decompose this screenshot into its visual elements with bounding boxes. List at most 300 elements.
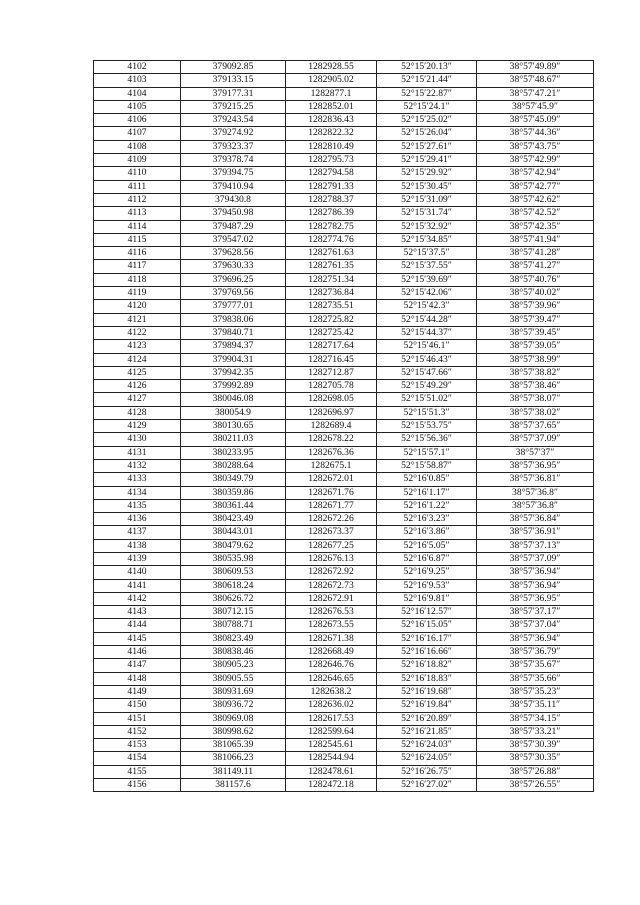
table-row — [94, 87, 594, 100]
latitude-cell: 52°15′49.29″ — [377, 380, 477, 393]
x-coordinate-cell: 379838.06 — [181, 313, 286, 326]
latitude-cell: 52°16′24.03″ — [377, 739, 477, 752]
latitude-cell: 52°16′16.17″ — [377, 632, 477, 645]
latitude-cell: 52°15′30.45″ — [377, 180, 477, 193]
point-number-cell: 4124 — [94, 353, 181, 366]
x-coordinate-cell: 379430.8 — [181, 193, 286, 206]
point-number-cell: 4103 — [94, 74, 181, 87]
longitude-cell: 38°57′39.96″ — [477, 300, 594, 313]
table-row — [94, 207, 594, 220]
y-coordinate-cell: 1282478.61 — [286, 765, 377, 778]
x-coordinate-cell: 381066.23 — [181, 752, 286, 765]
latitude-cell: 52°16′19.68″ — [377, 685, 477, 698]
longitude-cell: 38°57′33.21″ — [477, 725, 594, 738]
y-coordinate-cell: 1282671.76 — [286, 486, 377, 499]
latitude-cell: 52°16′9.25″ — [377, 566, 477, 579]
y-coordinate-cell: 1282545.61 — [286, 739, 377, 752]
x-coordinate-cell: 379243.54 — [181, 114, 286, 127]
latitude-cell: 52°16′3.86″ — [377, 526, 477, 539]
latitude-cell: 52°16′0.85″ — [377, 473, 477, 486]
longitude-cell: 38°57′30.39″ — [477, 739, 594, 752]
latitude-cell: 52°16′21.85″ — [377, 725, 477, 738]
table-row — [94, 566, 594, 579]
longitude-cell: 38°57′42.99″ — [477, 154, 594, 167]
point-number-cell: 4151 — [94, 712, 181, 725]
longitude-cell: 38°57′47.21″ — [477, 87, 594, 100]
longitude-cell: 38°57′36.95″ — [477, 459, 594, 472]
longitude-cell: 38°57′36.8″ — [477, 486, 594, 499]
latitude-cell: 52°16′26.75″ — [377, 765, 477, 778]
latitude-cell: 52°16′15.05″ — [377, 619, 477, 632]
point-number-cell: 4135 — [94, 499, 181, 512]
table-row — [94, 685, 594, 698]
table-row — [94, 420, 594, 433]
x-coordinate-cell: 379769.56 — [181, 287, 286, 300]
latitude-cell: 52°16′19.84″ — [377, 699, 477, 712]
table-row — [94, 193, 594, 206]
y-coordinate-cell: 1282696.97 — [286, 406, 377, 419]
latitude-cell: 52°15′24.1″ — [377, 100, 477, 113]
x-coordinate-cell: 380130.65 — [181, 420, 286, 433]
latitude-cell: 52°16′3.23″ — [377, 513, 477, 526]
longitude-cell: 38°57′37″ — [477, 446, 594, 459]
latitude-cell: 52°15′46.43″ — [377, 353, 477, 366]
y-coordinate-cell: 1282472.18 — [286, 779, 377, 792]
y-coordinate-cell: 1282761.35 — [286, 260, 377, 273]
table-row — [94, 659, 594, 672]
latitude-cell: 52°15′42.3″ — [377, 300, 477, 313]
x-coordinate-cell: 379274.92 — [181, 127, 286, 140]
latitude-cell: 52°15′34.85″ — [377, 233, 477, 246]
point-number-cell: 4127 — [94, 393, 181, 406]
point-number-cell: 4147 — [94, 659, 181, 672]
y-coordinate-cell: 1282791.33 — [286, 180, 377, 193]
table-row — [94, 300, 594, 313]
point-number-cell: 4123 — [94, 340, 181, 353]
latitude-cell: 52°15′26.04″ — [377, 127, 477, 140]
point-number-cell: 4119 — [94, 287, 181, 300]
longitude-cell: 38°57′36.94″ — [477, 579, 594, 592]
longitude-cell: 38°57′39.05″ — [477, 340, 594, 353]
y-coordinate-cell: 1282671.38 — [286, 632, 377, 645]
y-coordinate-cell: 1282761.63 — [286, 247, 377, 260]
x-coordinate-cell: 379323.37 — [181, 140, 286, 153]
point-number-cell: 4122 — [94, 326, 181, 339]
table-row — [94, 592, 594, 605]
point-number-cell: 4132 — [94, 459, 181, 472]
longitude-cell: 38°57′45.09″ — [477, 114, 594, 127]
longitude-cell: 38°57′38.99″ — [477, 353, 594, 366]
point-number-cell: 4153 — [94, 739, 181, 752]
table-row — [94, 340, 594, 353]
latitude-cell: 52°15′21.44″ — [377, 74, 477, 87]
y-coordinate-cell: 1282676.36 — [286, 446, 377, 459]
table-row — [94, 446, 594, 459]
longitude-cell: 38°57′36.8″ — [477, 499, 594, 512]
x-coordinate-cell: 379777.01 — [181, 300, 286, 313]
y-coordinate-cell: 1282678.22 — [286, 433, 377, 446]
table-row — [94, 366, 594, 379]
longitude-cell: 38°57′42.62″ — [477, 193, 594, 206]
y-coordinate-cell: 1282668.49 — [286, 646, 377, 659]
y-coordinate-cell: 1282617.53 — [286, 712, 377, 725]
point-number-cell: 4106 — [94, 114, 181, 127]
point-number-cell: 4121 — [94, 313, 181, 326]
y-coordinate-cell: 1282786.39 — [286, 207, 377, 220]
y-coordinate-cell: 1282672.73 — [286, 579, 377, 592]
table-row — [94, 606, 594, 619]
table-row — [94, 739, 594, 752]
point-number-cell: 4145 — [94, 632, 181, 645]
longitude-cell: 38°57′48.67″ — [477, 74, 594, 87]
latitude-cell: 52°16′1.22″ — [377, 499, 477, 512]
longitude-cell: 38°57′26.88″ — [477, 765, 594, 778]
x-coordinate-cell: 379547.02 — [181, 233, 286, 246]
table-row — [94, 273, 594, 286]
table-row — [94, 140, 594, 153]
latitude-cell: 52°15′20.13″ — [377, 61, 477, 74]
y-coordinate-cell: 1282646.65 — [286, 672, 377, 685]
table-row — [94, 779, 594, 792]
latitude-cell: 52°15′53.75″ — [377, 420, 477, 433]
latitude-cell: 52°15′32.92″ — [377, 220, 477, 233]
y-coordinate-cell: 1282852.01 — [286, 100, 377, 113]
table-row — [94, 619, 594, 632]
table-row — [94, 100, 594, 113]
x-coordinate-cell: 380233.95 — [181, 446, 286, 459]
latitude-cell: 52°15′29.92″ — [377, 167, 477, 180]
longitude-cell: 38°57′37.04″ — [477, 619, 594, 632]
longitude-cell: 38°57′42.77″ — [477, 180, 594, 193]
point-number-cell: 4115 — [94, 233, 181, 246]
point-number-cell: 4113 — [94, 207, 181, 220]
x-coordinate-cell: 381065.39 — [181, 739, 286, 752]
x-coordinate-cell: 379696.25 — [181, 273, 286, 286]
latitude-cell: 52°16′6.87″ — [377, 552, 477, 565]
y-coordinate-cell: 1282672.91 — [286, 592, 377, 605]
latitude-cell: 52°15′25.02″ — [377, 114, 477, 127]
y-coordinate-cell: 1282671.77 — [286, 499, 377, 512]
longitude-cell: 38°57′39.47″ — [477, 313, 594, 326]
latitude-cell: 52°16′1.17″ — [377, 486, 477, 499]
x-coordinate-cell: 381157.6 — [181, 779, 286, 792]
x-coordinate-cell: 379215.25 — [181, 100, 286, 113]
x-coordinate-cell: 380712.15 — [181, 606, 286, 619]
y-coordinate-cell: 1282716.45 — [286, 353, 377, 366]
coordinates-table — [93, 60, 594, 792]
y-coordinate-cell: 1282905.02 — [286, 74, 377, 87]
longitude-cell: 38°57′37.09″ — [477, 552, 594, 565]
point-number-cell: 4126 — [94, 380, 181, 393]
point-number-cell: 4152 — [94, 725, 181, 738]
y-coordinate-cell: 1282751.34 — [286, 273, 377, 286]
y-coordinate-cell: 1282735.51 — [286, 300, 377, 313]
x-coordinate-cell: 380931.69 — [181, 685, 286, 698]
x-coordinate-cell: 380535.98 — [181, 552, 286, 565]
point-number-cell: 4154 — [94, 752, 181, 765]
longitude-cell: 38°57′42.94″ — [477, 167, 594, 180]
x-coordinate-cell: 379894.37 — [181, 340, 286, 353]
y-coordinate-cell: 1282676.53 — [286, 606, 377, 619]
longitude-cell: 38°57′41.94″ — [477, 233, 594, 246]
point-number-cell: 4109 — [94, 154, 181, 167]
latitude-cell: 52°15′47.66″ — [377, 366, 477, 379]
longitude-cell: 38°57′35.23″ — [477, 685, 594, 698]
point-number-cell: 4104 — [94, 87, 181, 100]
table-row — [94, 765, 594, 778]
point-number-cell: 4116 — [94, 247, 181, 260]
x-coordinate-cell: 380998.62 — [181, 725, 286, 738]
x-coordinate-cell: 380054.9 — [181, 406, 286, 419]
latitude-cell: 52°15′44.37″ — [377, 326, 477, 339]
x-coordinate-cell: 379092.85 — [181, 61, 286, 74]
y-coordinate-cell: 1282705.78 — [286, 380, 377, 393]
x-coordinate-cell: 379628.56 — [181, 247, 286, 260]
x-coordinate-cell: 380211.03 — [181, 433, 286, 446]
table-row — [94, 313, 594, 326]
x-coordinate-cell: 380443.01 — [181, 526, 286, 539]
table-row — [94, 526, 594, 539]
latitude-cell: 52°15′58.87″ — [377, 459, 477, 472]
point-number-cell: 4139 — [94, 552, 181, 565]
table-row — [94, 74, 594, 87]
latitude-cell: 52°15′42.06″ — [377, 287, 477, 300]
x-coordinate-cell: 379378.74 — [181, 154, 286, 167]
longitude-cell: 38°57′36.84″ — [477, 513, 594, 526]
table-row — [94, 287, 594, 300]
y-coordinate-cell: 1282836.43 — [286, 114, 377, 127]
point-number-cell: 4156 — [94, 779, 181, 792]
y-coordinate-cell: 1282810.49 — [286, 140, 377, 153]
longitude-cell: 38°57′36.94″ — [477, 566, 594, 579]
latitude-cell: 52°15′37.5″ — [377, 247, 477, 260]
y-coordinate-cell: 1282672.92 — [286, 566, 377, 579]
point-number-cell: 4102 — [94, 61, 181, 74]
x-coordinate-cell: 380479.62 — [181, 539, 286, 552]
y-coordinate-cell: 1282736.84 — [286, 287, 377, 300]
table-row — [94, 406, 594, 419]
y-coordinate-cell: 1282673.55 — [286, 619, 377, 632]
table-row — [94, 672, 594, 685]
point-number-cell: 4105 — [94, 100, 181, 113]
longitude-cell: 38°57′38.46″ — [477, 380, 594, 393]
point-number-cell: 4130 — [94, 433, 181, 446]
table-row — [94, 579, 594, 592]
x-coordinate-cell: 380361.44 — [181, 499, 286, 512]
latitude-cell: 52°16′20.89″ — [377, 712, 477, 725]
table-row — [94, 247, 594, 260]
table-row — [94, 220, 594, 233]
latitude-cell: 52°15′44.28″ — [377, 313, 477, 326]
point-number-cell: 4107 — [94, 127, 181, 140]
x-coordinate-cell: 379450.98 — [181, 207, 286, 220]
y-coordinate-cell: 1282677.25 — [286, 539, 377, 552]
latitude-cell: 52°15′56.36″ — [377, 433, 477, 446]
table-row — [94, 513, 594, 526]
x-coordinate-cell: 379177.31 — [181, 87, 286, 100]
y-coordinate-cell: 1282822.32 — [286, 127, 377, 140]
point-number-cell: 4112 — [94, 193, 181, 206]
point-number-cell: 4136 — [94, 513, 181, 526]
x-coordinate-cell: 380359.86 — [181, 486, 286, 499]
y-coordinate-cell: 1282725.42 — [286, 326, 377, 339]
longitude-cell: 38°57′37.17″ — [477, 606, 594, 619]
x-coordinate-cell: 379133.15 — [181, 74, 286, 87]
y-coordinate-cell: 1282672.26 — [286, 513, 377, 526]
x-coordinate-cell: 380288.64 — [181, 459, 286, 472]
y-coordinate-cell: 1282698.05 — [286, 393, 377, 406]
y-coordinate-cell: 1282675.1 — [286, 459, 377, 472]
longitude-cell: 38°57′39.45″ — [477, 326, 594, 339]
point-number-cell: 4133 — [94, 473, 181, 486]
longitude-cell: 38°57′37.13″ — [477, 539, 594, 552]
longitude-cell: 38°57′30.35″ — [477, 752, 594, 765]
point-number-cell: 4110 — [94, 167, 181, 180]
x-coordinate-cell: 379942.35 — [181, 366, 286, 379]
point-number-cell: 4142 — [94, 592, 181, 605]
table-row — [94, 725, 594, 738]
table-row — [94, 326, 594, 339]
latitude-cell: 52°15′31.09″ — [377, 193, 477, 206]
longitude-cell: 38°57′49.89″ — [477, 61, 594, 74]
point-number-cell: 4148 — [94, 672, 181, 685]
latitude-cell: 52°16′18.82″ — [377, 659, 477, 672]
latitude-cell: 52°16′16.66″ — [377, 646, 477, 659]
x-coordinate-cell: 380936.72 — [181, 699, 286, 712]
y-coordinate-cell: 1282774.76 — [286, 233, 377, 246]
longitude-cell: 38°57′45.9″ — [477, 100, 594, 113]
y-coordinate-cell: 1282877.1 — [286, 87, 377, 100]
longitude-cell: 38°57′38.02″ — [477, 406, 594, 419]
point-number-cell: 4141 — [94, 579, 181, 592]
table-row — [94, 233, 594, 246]
latitude-cell: 52°15′39.69″ — [377, 273, 477, 286]
point-number-cell: 4128 — [94, 406, 181, 419]
x-coordinate-cell: 380626.72 — [181, 592, 286, 605]
table-row — [94, 499, 594, 512]
table-row — [94, 712, 594, 725]
longitude-cell: 38°57′36.91″ — [477, 526, 594, 539]
x-coordinate-cell: 379394.75 — [181, 167, 286, 180]
longitude-cell: 38°57′38.07″ — [477, 393, 594, 406]
table-row — [94, 752, 594, 765]
y-coordinate-cell: 1282717.64 — [286, 340, 377, 353]
longitude-cell: 38°57′35.66″ — [477, 672, 594, 685]
y-coordinate-cell: 1282599.64 — [286, 725, 377, 738]
y-coordinate-cell: 1282544.94 — [286, 752, 377, 765]
table-row — [94, 459, 594, 472]
longitude-cell: 38°57′36.94″ — [477, 632, 594, 645]
table-row — [94, 180, 594, 193]
longitude-cell: 38°57′36.81″ — [477, 473, 594, 486]
point-number-cell: 4144 — [94, 619, 181, 632]
table-row — [94, 539, 594, 552]
longitude-cell: 38°57′42.52″ — [477, 207, 594, 220]
longitude-cell: 38°57′34.15″ — [477, 712, 594, 725]
latitude-cell: 52°16′12.57″ — [377, 606, 477, 619]
point-number-cell: 4111 — [94, 180, 181, 193]
longitude-cell: 38°57′37.65″ — [477, 420, 594, 433]
y-coordinate-cell: 1282795.73 — [286, 154, 377, 167]
table-row — [94, 61, 594, 74]
longitude-cell: 38°57′43.75″ — [477, 140, 594, 153]
longitude-cell: 38°57′36.79″ — [477, 646, 594, 659]
table-row — [94, 646, 594, 659]
latitude-cell: 52°15′51.3″ — [377, 406, 477, 419]
point-number-cell: 4117 — [94, 260, 181, 273]
x-coordinate-cell: 380349.79 — [181, 473, 286, 486]
table-row — [94, 433, 594, 446]
table-row — [94, 167, 594, 180]
point-number-cell: 4129 — [94, 420, 181, 433]
point-number-cell: 4137 — [94, 526, 181, 539]
longitude-cell: 38°57′41.27″ — [477, 260, 594, 273]
x-coordinate-cell: 380838.46 — [181, 646, 286, 659]
y-coordinate-cell: 1282928.55 — [286, 61, 377, 74]
latitude-cell: 52°15′51.02″ — [377, 393, 477, 406]
latitude-cell: 52°16′27.02″ — [377, 779, 477, 792]
y-coordinate-cell: 1282638.2 — [286, 685, 377, 698]
longitude-cell: 38°57′41.28″ — [477, 247, 594, 260]
table-row — [94, 473, 594, 486]
x-coordinate-cell: 379992.89 — [181, 380, 286, 393]
x-coordinate-cell: 379410.94 — [181, 180, 286, 193]
longitude-cell: 38°57′26.55″ — [477, 779, 594, 792]
point-number-cell: 4146 — [94, 646, 181, 659]
x-coordinate-cell: 379840.71 — [181, 326, 286, 339]
latitude-cell: 52°15′46.1″ — [377, 340, 477, 353]
table-row — [94, 632, 594, 645]
y-coordinate-cell: 1282636.02 — [286, 699, 377, 712]
table-row — [94, 353, 594, 366]
table-row — [94, 127, 594, 140]
longitude-cell: 38°57′38.82″ — [477, 366, 594, 379]
longitude-cell: 38°57′37.09″ — [477, 433, 594, 446]
x-coordinate-cell: 380618.24 — [181, 579, 286, 592]
point-number-cell: 4114 — [94, 220, 181, 233]
longitude-cell: 38°57′44.36″ — [477, 127, 594, 140]
point-number-cell: 4131 — [94, 446, 181, 459]
latitude-cell: 52°16′24.05″ — [377, 752, 477, 765]
x-coordinate-cell: 380969.08 — [181, 712, 286, 725]
point-number-cell: 4134 — [94, 486, 181, 499]
x-coordinate-cell: 381149.11 — [181, 765, 286, 778]
latitude-cell: 52°15′22.87″ — [377, 87, 477, 100]
y-coordinate-cell: 1282689.4 — [286, 420, 377, 433]
latitude-cell: 52°16′9.53″ — [377, 579, 477, 592]
point-number-cell: 4143 — [94, 606, 181, 619]
y-coordinate-cell: 1282712.87 — [286, 366, 377, 379]
y-coordinate-cell: 1282782.75 — [286, 220, 377, 233]
x-coordinate-cell: 380905.55 — [181, 672, 286, 685]
y-coordinate-cell: 1282725.82 — [286, 313, 377, 326]
table-row — [94, 486, 594, 499]
table-row — [94, 393, 594, 406]
latitude-cell: 52°15′27.61″ — [377, 140, 477, 153]
point-number-cell: 4149 — [94, 685, 181, 698]
x-coordinate-cell: 380046.08 — [181, 393, 286, 406]
y-coordinate-cell: 1282788.37 — [286, 193, 377, 206]
point-number-cell: 4138 — [94, 539, 181, 552]
longitude-cell: 38°57′35.11″ — [477, 699, 594, 712]
table-row — [94, 260, 594, 273]
longitude-cell: 38°57′40.76″ — [477, 273, 594, 286]
x-coordinate-cell: 380609.53 — [181, 566, 286, 579]
table-row — [94, 154, 594, 167]
point-number-cell: 4108 — [94, 140, 181, 153]
table-row — [94, 552, 594, 565]
longitude-cell: 38°57′36.95″ — [477, 592, 594, 605]
